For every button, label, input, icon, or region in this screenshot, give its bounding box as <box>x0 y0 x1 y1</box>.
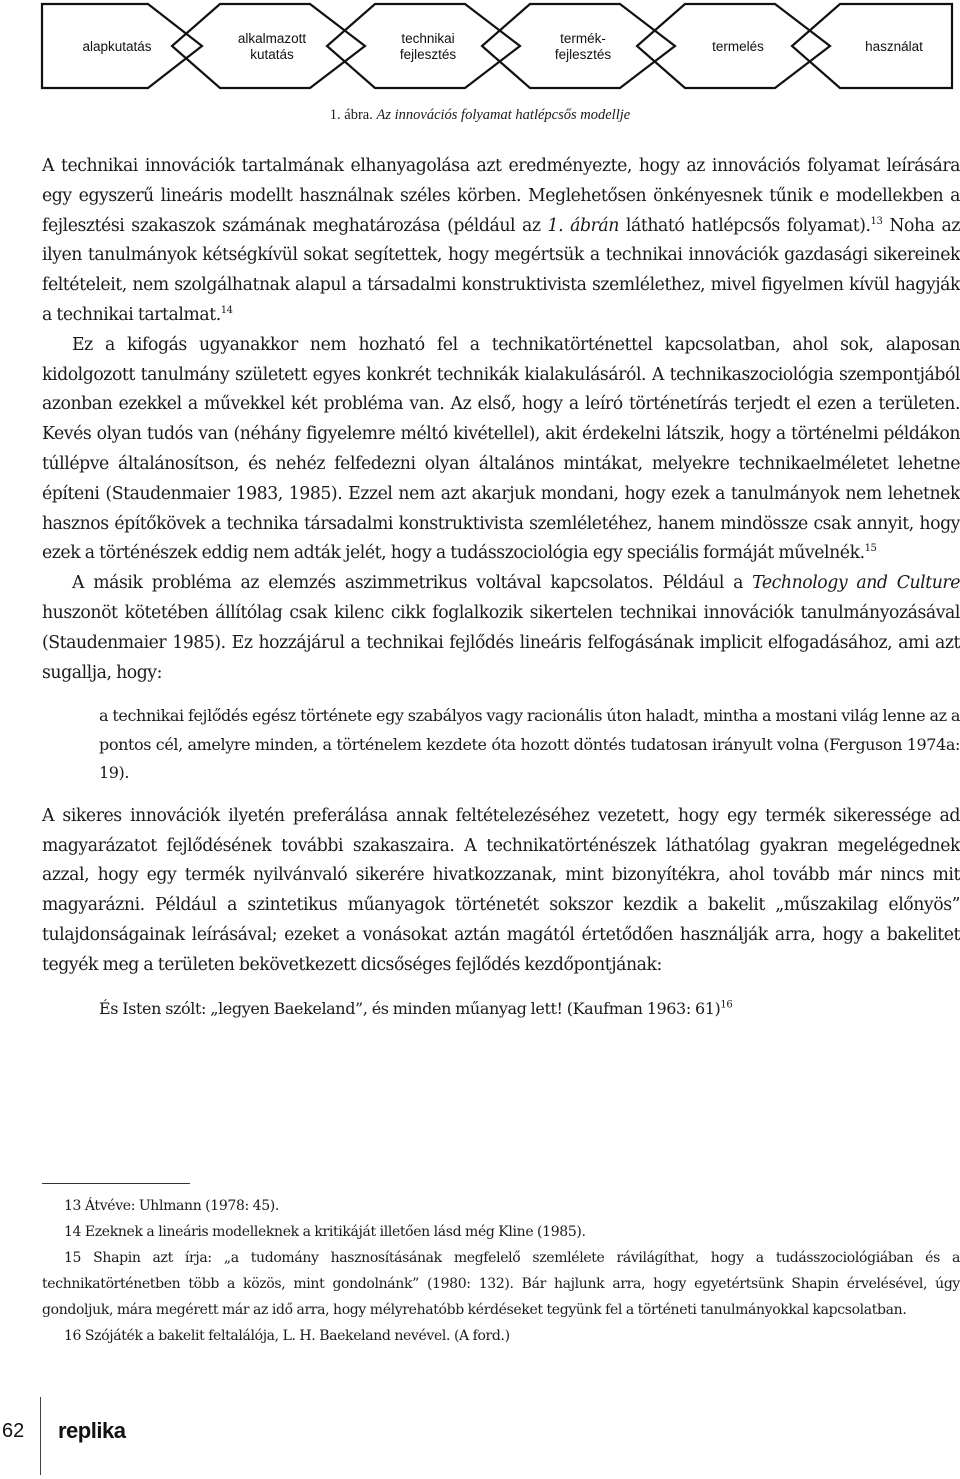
p2-text: Ez a kifogás ugyanakkor nem hozható fel a technikatörténettel kapcsolatban, ahol sok, alaposan kidolgozott tanulmány született egyes konkrét technikák kialakulásáról. A technikaszociológia szempontjából azonban ezekkel a művekkel két probléma van. Az első, hogy a leíró történetírás terjedt el ezen a területen. Kevés olyan tudós van (néhány figyelemre méltó kivétellel), akit érdekelni látszik, hogy a történelmi példákon túllépve általánosítson, és nehéz felfedezni olyan általános mintákat, melyekre technikaelméletet lehetne építeni (Staudenmaier 1983, 1985). Ezzel nem azt akarjuk mondani, hogy ezek a tanulmányok nem lehetnek hasznos építőkövek a technika társadalmi konstruktivista szemléletéhez, hanem mindössze csak annyit, hogy ezek a történészek eddig nem adták jelét, hogy a tudásszociológia egy speciális formáját művelnék. <box>42 334 960 564</box>
body-text <box>42 152 960 1037</box>
paragraph-3 <box>42 569 960 688</box>
block-quote-2 <box>99 995 960 1023</box>
footnote-15: 15 Shapin azt írja: „a tudomány hasznosításának megfelelő szemlélete rávilágíthat, hogy a tudásszociológiában és a technikatörténetben több a közös, mint gondolnánk” (1980: 132). Bár hajlunk arra, hogy egyetértsünk Shapin érvelésével, úgy gondoljuk, mára megérett már az idő arra, hogy mélyrehatóbb kérdéseket tegyünk fel a történeti tanulmányokkal kapcsolatban. <box>42 1250 960 1318</box>
innovation-process-diagram <box>40 0 960 100</box>
p3-text-a: A másik probléma az elemzés aszimmetrikus voltával kapcsolatos. Például a <box>72 573 753 594</box>
paragraph-2 <box>42 331 960 569</box>
p1-figure-ref: 1. ábrán <box>547 215 619 236</box>
p1-text-d: Noha az ilyen tanulmányok kétségkívül sokat segítettek, hogy megértsük a technikai innovációk gazdasági sikereinek feltételeit, nem szolgálhatnak alapul a társadalmi konstruktivista szemlélethez, mivel figyelmen kívül hagyják a technikai tartalmat. <box>42 215 960 325</box>
step-label-4: termék- fejlesztés <box>554 31 612 62</box>
diagram-arrows <box>40 0 960 100</box>
step-label-6: használat <box>865 39 923 54</box>
caption-title: Az innovációs folyamat hatlépcsős modellje <box>376 107 631 123</box>
footer-divider <box>40 1397 41 1475</box>
footnote-13: 13 Átvéve: Uhlmann (1978: 45). <box>64 1198 279 1214</box>
step-label-3: technikai fejlesztés <box>399 31 457 62</box>
footnotes <box>42 1193 960 1349</box>
p1-text-c: látható hatlépcsős folyamat). <box>618 215 871 236</box>
step-label-1: alapkutatás <box>82 39 152 54</box>
p1-text-a: A technikai innovációk tartalmának elhanyagolása azt eredményezte, hogy az innovációs folyamat leírására egy egyszerű lineáris modellt használnak széles körben. Meglehetősen önkényesnek tűnik e modellekben a fejlesztési szakaszok számának meghatározása (például az <box>42 156 960 236</box>
p3-text-b: huszonöt kötetében állítólag csak kilenc cikk foglalkozik sikertelen technikai innovációk tanulmányozásával (Staudenmaier 1985). Ez hozzájárul a technikai fejlődés lineáris felfogásának implicit elfogadásához, ami azt sugallja, hogy: <box>42 602 960 683</box>
journal-logo: replika <box>58 1418 126 1443</box>
footnote-ref-14[interactable]: 14 <box>220 305 233 317</box>
paragraph-1 <box>42 152 960 331</box>
caption-number: 1. ábra. <box>329 107 373 123</box>
step-label-5: termelés <box>712 39 764 54</box>
footnote-ref-13[interactable]: 13 <box>870 215 883 227</box>
footnote-divider <box>42 1183 190 1184</box>
step-label-2: alkalmazott kutatás <box>237 31 307 62</box>
footnote-ref-16[interactable]: 16 <box>720 999 733 1011</box>
page-number: 62 <box>2 1420 25 1442</box>
paragraph-4: A sikeres innovációk ilyetén preferálása annak feltételezéséhez vezetett, hogy egy termék sikeressége ad magyarázatot fejlődésének további szakaszaira. A technikatörténészek láthatólag gyakran megelégednek azzal, hogy egy termék nyilvánvaló sikerére hivatkozzanak, mint bizonyítékra, ahol tovább már nincs mit magyarázni. Például a szintetikus műanyagok történetét sokszor kezdik a bakelit „műszakilag előnyös” tulajdonságainak leírásával; ezeket a vonásokat aztán magától értetődően használják arra, hogy a bakelitet tegyék meg a területen bekövetkezett dicsőséges fejlődés kezdőpontjának: <box>42 805 960 975</box>
figure-caption <box>0 107 960 124</box>
footnote-14: 14 Ezeknek a lineáris modelleknek a kritikáját illetően lásd még Kline (1985). <box>64 1224 586 1240</box>
journal-title: Technology and Culture <box>752 573 960 594</box>
quote2-text: És Isten szólt: „legyen Baekeland”, és minden műanyag lett! (Kaufman 1963: 61) <box>99 998 721 1018</box>
footnote-ref-15[interactable]: 15 <box>864 543 877 555</box>
footnote-16: 16 Szójáték a bakelit feltalálója, L. H. Baekeland nevével. (A ford.) <box>64 1328 510 1344</box>
block-quote-1: a technikai fejlődés egész története egy szabályos vagy racionális úton haladt, mintha a mostani világ lenne az a pontos cél, amelyre minden, a történelem kezdete óta hozott döntés tudatosan irányult volna (Ferguson 1974a: 19). <box>99 706 960 783</box>
